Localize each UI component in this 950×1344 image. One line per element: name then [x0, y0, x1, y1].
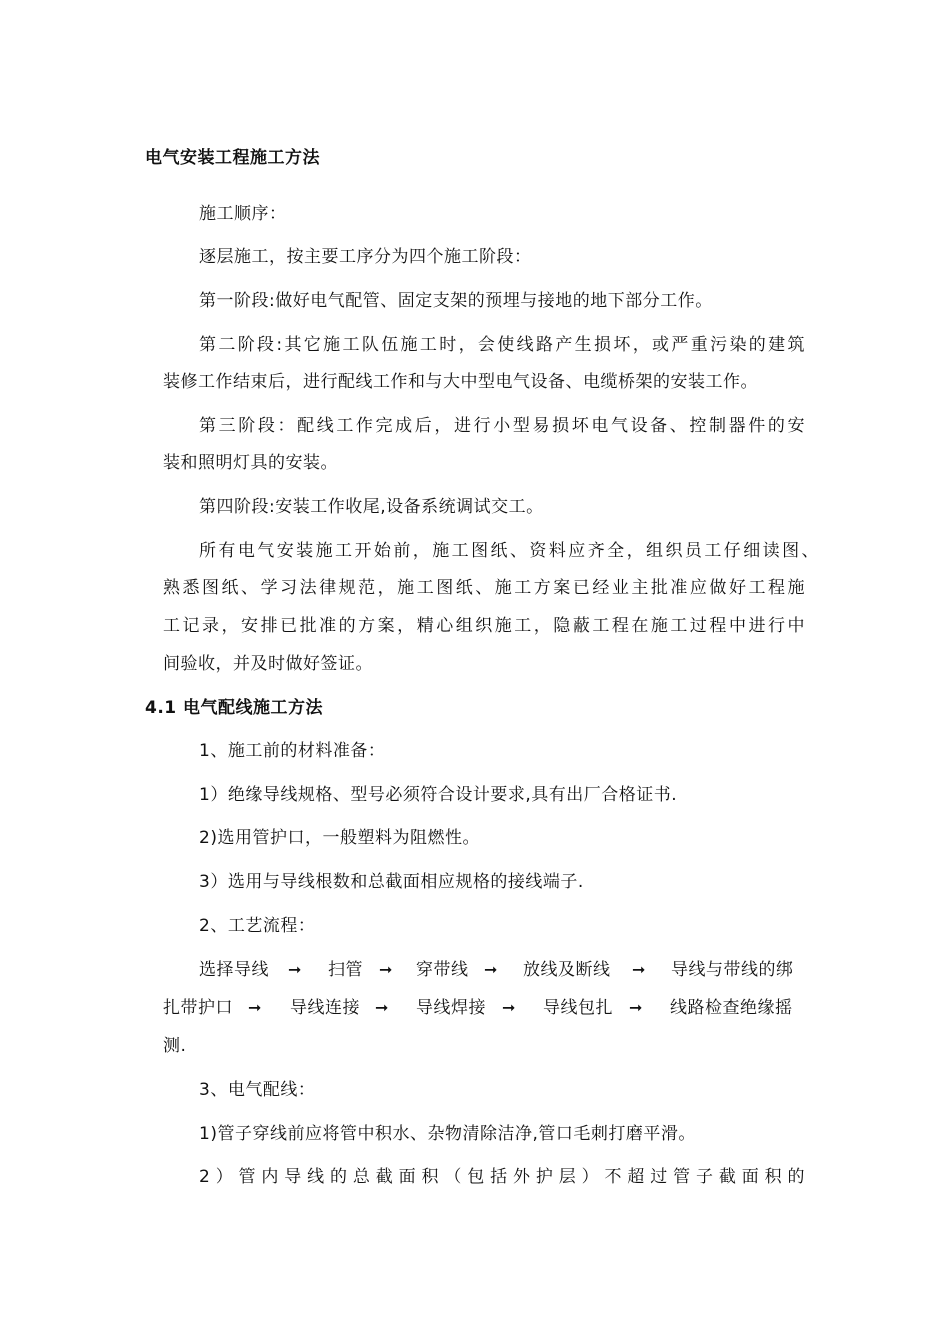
- stage3-line1: 第三阶段：配线工作完成后，进行小型易损坏电气设备、控制器件的安: [199, 416, 805, 436]
- stage1-paragraph: 第一阶段:做好电气配管、固定支架的预埋与接地的地下部分工作。: [199, 291, 713, 311]
- item1-heading: 1、施工前的材料准备：: [199, 741, 386, 761]
- item1-2: 2)选用管护口，一般塑料为阻燃性。: [199, 828, 480, 848]
- prep-line2: 熟悉图纸、学习法律规范，施工图纸、施工方案已经业主批准应做好工程施: [163, 578, 805, 598]
- flow-step-wire-weld: 导线焊接: [416, 998, 486, 1018]
- item3-1: 1)管子穿线前应将管中积水、杂物清除洁净,管口毛刺打磨平滑。: [199, 1124, 696, 1144]
- stage2-line2: 装修工作结束后，进行配线工作和与大中型电气设备、电缆桥架的安装工作。: [163, 372, 758, 392]
- arrow-right-icon: ➞: [484, 960, 498, 979]
- flow-step-pay-out-cut: 放线及断线: [523, 960, 611, 980]
- prep-line1: 所有电气安装施工开始前，施工图纸、资料应齐全，组织员工仔细读图、: [199, 541, 819, 561]
- stage2-line1: 第二阶段:其它施工队伍施工时，会使线路产生损坏，或严重污染的建筑: [199, 335, 805, 355]
- arrow-right-icon: ➞: [629, 998, 643, 1017]
- order-intro: 逐层施工，按主要工序分为四个施工阶段：: [199, 247, 532, 267]
- arrow-right-icon: ➞: [288, 960, 302, 979]
- section-4-1-heading: 4.1 电气配线施工方法: [145, 698, 324, 718]
- flow-step-select-wire: 选择导线: [199, 960, 269, 980]
- flow-step-bind-wire-b: 扎带护口: [163, 998, 233, 1018]
- arrow-right-icon: ➞: [632, 960, 646, 979]
- arrow-right-icon: ➞: [502, 998, 516, 1017]
- flow-step-wire-connect: 导线连接: [290, 998, 360, 1018]
- stage3-line2: 装和照明灯具的安装。: [163, 453, 338, 473]
- document-title: 电气安装工程施工方法: [145, 148, 320, 168]
- flow-step-insulation-test-a: 线路检查绝缘摇: [670, 998, 793, 1018]
- arrow-right-icon: ➞: [248, 998, 262, 1017]
- arrow-right-icon: ➞: [379, 960, 393, 979]
- flow-step-wire-wrap: 导线包扎: [543, 998, 613, 1018]
- stage4-paragraph: 第四阶段:安装工作收尾,设备系统调试交工。: [199, 497, 544, 517]
- item2-heading: 2、工艺流程：: [199, 916, 316, 936]
- flow-step-sweep-pipe: 扫管: [328, 960, 363, 980]
- item1-3: 3）选用与导线根数和总截面相应规格的接线端子.: [199, 872, 584, 892]
- prep-line4: 间验收，并及时做好签证。: [163, 654, 373, 674]
- order-label: 施工顺序：: [199, 204, 287, 224]
- flow-step-thread-lead: 穿带线: [416, 960, 469, 980]
- item3-2: 2）管内导线的总截面积（包括外护层）不超过管子截面积的: [199, 1167, 805, 1187]
- arrow-right-icon: ➞: [375, 998, 389, 1017]
- flow-step-insulation-test-b: 测.: [163, 1036, 187, 1056]
- item3-heading: 3、电气配线：: [199, 1080, 316, 1100]
- flow-step-bind-wire-a: 导线与带线的绑: [671, 960, 794, 980]
- prep-line3: 工记录，安排已批准的方案，精心组织施工，隐蔽工程在施工过程中进行中: [163, 616, 805, 636]
- item1-1: 1）绝缘导线规格、型号必须符合设计要求,具有出厂合格证书.: [199, 785, 678, 805]
